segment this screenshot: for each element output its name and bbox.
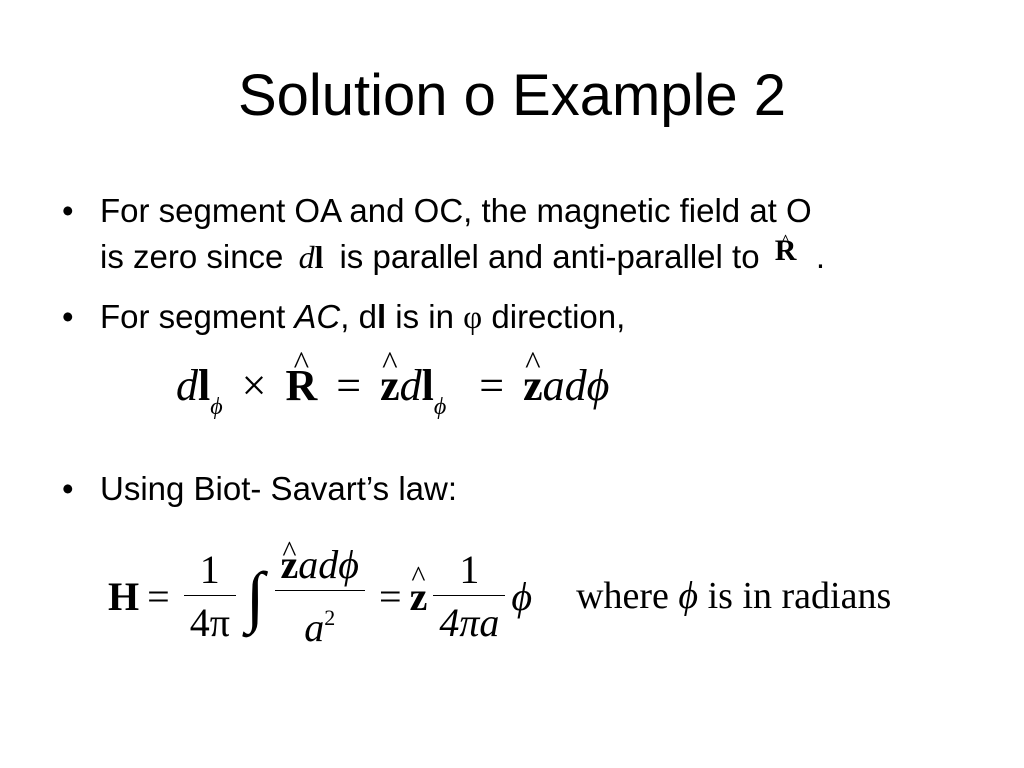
equation-dl-cross-r: $dl_\phi$ × ^ R = ^ zdl$_\phi$ = ^ zadϕ [176, 360, 609, 421]
bullet-1-line-2-middle: is parallel and anti-parallel to [339, 238, 760, 275]
bullet-1-line-1: For segment OA and OC, the magnetic field at O [100, 192, 812, 229]
fraction-one-over-four-pi-a: $\frac{1}{4\pi a}$ [433, 547, 505, 646]
bullet-1-line-2 [100, 234, 825, 282]
integral-sign: ∫ [245, 558, 265, 634]
fraction-integrand: ^ $\frac{\text{zadϕ}}{a^2}$ [275, 542, 365, 651]
bullet-2-part-2: , d [340, 298, 377, 335]
bullet-3-text: Using Biot- Savart’s law: [100, 470, 458, 507]
bullet-1-line-2-start: is zero since [100, 238, 284, 275]
inline-dl-symbol: dl [298, 239, 324, 275]
bullet-2-part-4: direction, [482, 298, 626, 335]
segment-ac-label: AC [294, 298, 341, 335]
bold-l-symbol: l [376, 298, 387, 335]
bullet-2-part-1: For segment [100, 298, 295, 335]
bullet-2-part-3: is in [386, 298, 464, 335]
bullet-1-line-2-end: . [815, 238, 826, 275]
slide-title: Solution o Example 2 [237, 63, 787, 128]
phi-symbol: φ [463, 300, 483, 336]
fraction-one-over-four-pi: $\frac{1}{4\pi}$ [184, 547, 236, 646]
bullet-marker: • [62, 298, 74, 335]
h-field-symbol: H [108, 573, 140, 619]
bullet-marker: • [62, 470, 74, 507]
bullet-1-text [100, 188, 825, 282]
bullet-marker: • [62, 192, 74, 229]
inline-r-hat-symbol: ^ R [775, 234, 804, 267]
equation-biot-savart: H = $\frac{1}{4\pi}$ ∫ ^ $\frac{\text{zadϕ}}{a^2}$ = ^ z $\frac{1}{4\pi a}$ ϕ where ϕ is in radians [108, 546, 891, 646]
radians-note: where ϕ is in radians [576, 575, 892, 617]
bullet-2-text [100, 294, 625, 341]
